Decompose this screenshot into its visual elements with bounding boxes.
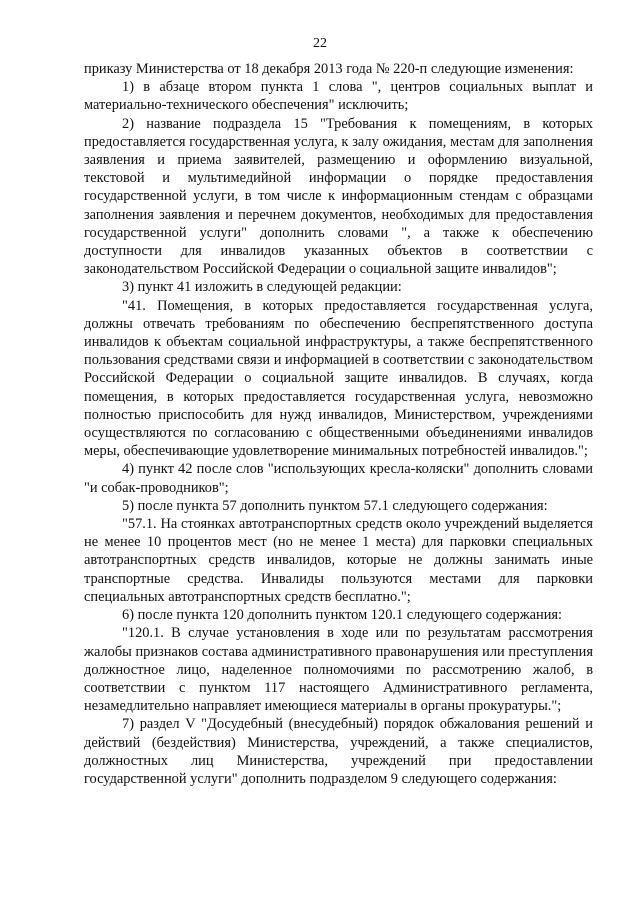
- paragraph-clause-41: "41. Помещения, в которых предоставляется государственная услуга, должны отвечать требованиям по обеспечению беспрепятственного доступа инвалидов к объектам социальной инфраструктуры, а также беспрепятственного пользования средствами связи и информацией в соответствии с законодательством Российской Федерации о социальной защите инвалидов. В случаях, когда помещения, в которых предоставляется государственная услуга, невозможно полностью приспособить для нужд инвалидов, Министерством, учреждениями осуществляются по согласованию с общественными объединениями инвалидов меры, обеспечивающие удовлетворение минимальных потребностей инвалидов.";: [84, 297, 593, 460]
- paragraph-item-3: 3) пункт 41 изложить в следующей редакции:: [122, 279, 402, 296]
- paragraph-item-5: 5) после пункта 57 дополнить пунктом 57.1 следующего содержания:: [122, 497, 548, 514]
- paragraph-item-6: 6) после пункта 120 дополнить пунктом 120.1 следующего содержания:: [122, 607, 563, 624]
- paragraph-item-4: 4) пункт 42 после слов "использующих кресла-коляски" дополнить словами "и собак-проводников";: [84, 461, 593, 496]
- paragraph-continuation: приказу Министерства от 18 декабря 2013 года № 220-п следующие изменения:: [84, 61, 574, 77]
- paragraph-item-1: 1) в абзаце втором пункта 1 слова ", центров социальных выплат и материально-технического обеспечения" исключить;: [84, 79, 593, 114]
- document-body: [84, 60, 593, 788]
- paragraph-clause-57-1: "57.1. На стоянках автотранспортных средств около учреждений выделяется не менее 10 процентов мест (но не менее 1 места) для парковки специальных автотранспортных средств инвалидов, которые не должны занимать иные транспортные средства. Инвалиды пользуются местами для парковки специальных автотранспортных средств бесплатно.";: [84, 516, 593, 605]
- paragraph-item-2: 2) название подраздела 15 "Требования к помещениям, в которых предоставляется государственная услуга, к залу ожидания, местам для заполнения заявления и приема заявителей, размещению и оформлению визуальной, текстовой и мультимедийной информации о порядке предоставления государственной услуги, в том числе к информационным стендам с образцами заполнения заявления и перечнем документов, необходимых для предоставления государственной услуги" дополнить словами ", а также к обеспечению доступности для инвалидов указанных объектов в соответствии с законодательством Российской Федерации о социальной защите инвалидов";: [84, 115, 593, 278]
- paragraph-clause-120-1: "120.1. В случае установления в ходе или по результатам рассмотрения жалобы признаков состава административного правонарушения или преступления должностное лицо, наделенное полномочиями по рассмотрению жалоб, в соответствии с пунктом 117 настоящего Административного регламента, незамедлительно направляет имеющиеся материалы в органы прокуратуры.";: [84, 625, 593, 715]
- paragraph-item-7: 7) раздел V "Досудебный (внесудебный) порядок обжалования решений и действий (бездействия) Министерства, учреждений, а также специалистов, должностных лиц Министерства, учреждений при предоставлении государственной услуги" дополнить подразделом 9 следующего содержания:: [84, 716, 593, 787]
- page-number: 22: [313, 36, 327, 51]
